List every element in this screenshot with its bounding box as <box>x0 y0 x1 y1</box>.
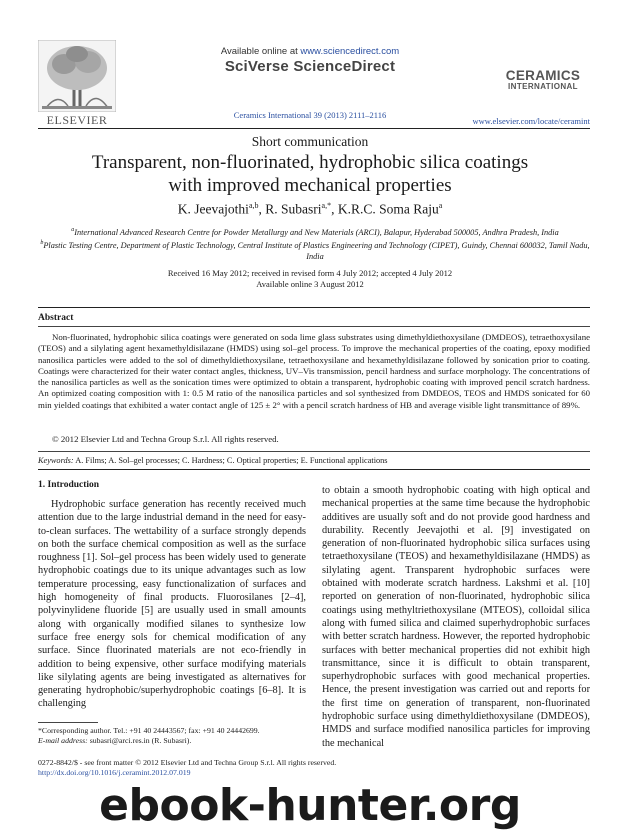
journal-homepage-link[interactable]: www.elsevier.com/locate/ceramint <box>472 116 590 126</box>
keywords: Keywords: A. Films; A. Sol–gel processes; C. Hardness; C. Optical properties; E. Functional applications <box>38 456 388 465</box>
available-online: Available online at www.sciencedirect.com <box>220 46 400 57</box>
article-title: Transparent, non-fluorinated, hydrophobic silica coatings with improved mechanical properties <box>91 152 529 196</box>
introduction-right-column: to obtain a smooth hydrophobic coating with high optical and mechanical properties at the same time because the hydrophobic additives are usually soft and do not provide good hardness and durability. Recently Jeevajothi et al. [9] investigated on generation of non-fluorinated hydrophobic silica surfaces using tetraethoxysilane (TEOS) and hexamethyldisilazane (HMDS) as silylating agent. Transparent hydrophobic surfaces were obtained with moderate scratch hardness. Lakshmi et al. [10] reported on generation of non-fluorinated, hydrophobic silica coatings using methyltriethoxysilane (MTEOS), colloidal silica along with fumed silica and claimed superhydrophobic surfaces with better scratch hardness. However, the reported hydrophobic surfaces with better mechanical properties did not exhibit high transmittance, since it is difficult to obtain transparent, superhydrophobic surfaces with good mechanical properties. Hence, the present investigation was carried out and reports for the first time on generation of transparent, non-fluorinated hydrophobic surface using dimethyldiethoxysilane (DMDEOS), HMDS and surface modified nanosilica particles for improving the mechanical <box>322 485 590 749</box>
footnote-rule <box>38 722 98 723</box>
publisher-name: ELSEVIER <box>46 113 108 127</box>
abstract-copyright: © 2012 Elsevier Ltd and Techna Group S.r.l. All rights reserved. <box>52 434 279 444</box>
abstract-text: Non-fluorinated, hydrophobic silica coatings were generated on soda lime glass substrates using dimethyldiethoxysilane (DMDEOS), tetraethoxysilane (TEOS) and a silylating agent hexamethyldisilazane (HMDS) using sol–gel process. To improve the mechanical properties of the coating, epoxy modified nanosilica particles were added to the sol of dimethyldiethoxysilane, tetraethoxysilane and hexamethyldisilazane followed by sonication prior to coating. Coatings were characterized for their water contact angles, thickness, UV–Vis transmission, pencil hardness and surface morphology. The concentrations of the nanosilica particles as well as the sonication times were optimized to obtain a transparent, hydrophobic coating with improved pencil scratch hardness. An optimized coating composition with 1: 0.5 M ratio of the nanosilica particles and sol synthesized from DMDEOS, TEOS and HMDS sonicated for 60 min yielded coatings that exhibited a water contact angle of 125 ± 2° with a pencil scratch hardness of HB and average visible light transmittance of 89%. <box>38 332 590 410</box>
front-matter: 0272-8842/$ - see front matter © 2012 Elsevier Ltd and Techna Group S.r.l. All rights reserved. http://dx.doi.org/10.1016/j.ceramint.2012.07.019 <box>38 758 590 778</box>
watermark-text: ebook-hunter.org <box>99 780 521 831</box>
affiliations: $^a$International Advanced Research Centre for Powder Metallurgy and New Materials (ARCI), Balapur, Hyderabad 500005, Andhra Pradesh, India $^b$Plastic Testing Centre, Department of Plastic Technology, Central Institute of Plastics Engineering and Technology (CIPET), Guindy, Chennai 600032, Tamil Nadu, India <box>40 227 590 261</box>
article-dates: Received 16 May 2012; received in revised form 4 July 2012; accepted 4 July 2012 Available online 3 August 2012 <box>167 268 453 289</box>
abstract-heading: Abstract <box>38 313 74 323</box>
introduction-left-column: Hydrophobic surface generation has recently received much attention due to the large industrial demand in the need for easy-to-clean surfaces. The wettability of a surface strongly depends on both the surface chemical composition as well as the surface roughness [1]. Sol–gel process has been widely used to generate hydrophobic coatings due to its unique advantages such as low temperature processing, easy functionalization of surfaces and high homogeneity of final products. Fluorosilanes [2–4], polyvinylidene fluoride [5] are usually used in small amounts along with organically modified silanes to synthesize low surface free energy sols for chemical modification of any surface. Since fluorinated materials are not eco-friendly in addition to being expensive, other surface modifying materials like silylating agents are being investigated as alternatives for generating hydrophobic/superhydrophobic coatings [6–8]. It is challenging <box>38 499 306 710</box>
doi-link[interactable]: http://dx.doi.org/10.1016/j.ceramint.2012.07.019 <box>38 768 191 777</box>
sciencedirect-link[interactable]: www.sciencedirect.com <box>300 46 400 57</box>
header-divider <box>38 128 590 129</box>
journal-logo-line1: CERAMICS <box>505 68 581 83</box>
corresponding-author-footnote: *Corresponding author. Tel.: +91 40 24443567; fax: +91 40 24442699. E-mail address: subasri@arci.res.in (R. Subasri). <box>38 726 260 745</box>
abstract-top-rule <box>38 307 590 308</box>
abstract-heading-rule <box>38 326 590 327</box>
keywords-top-rule <box>38 451 590 452</box>
section-heading-introduction: 1. Introduction <box>38 480 100 490</box>
article-type: Short communication <box>251 134 369 149</box>
author-list: K. Jeevajothi$^{a,b}$, R. Subasri$^{a,*}$, K.R.C. Soma Raju$^a$ <box>177 201 443 217</box>
platform-name: SciVerse ScienceDirect <box>224 58 396 75</box>
journal-logo-line2: INTERNATIONAL <box>508 82 578 91</box>
journal-citation[interactable]: Ceramics International 39 (2013) 2111–2116 <box>233 110 387 120</box>
keywords-bottom-rule <box>38 469 590 470</box>
journal-logo <box>500 68 586 91</box>
